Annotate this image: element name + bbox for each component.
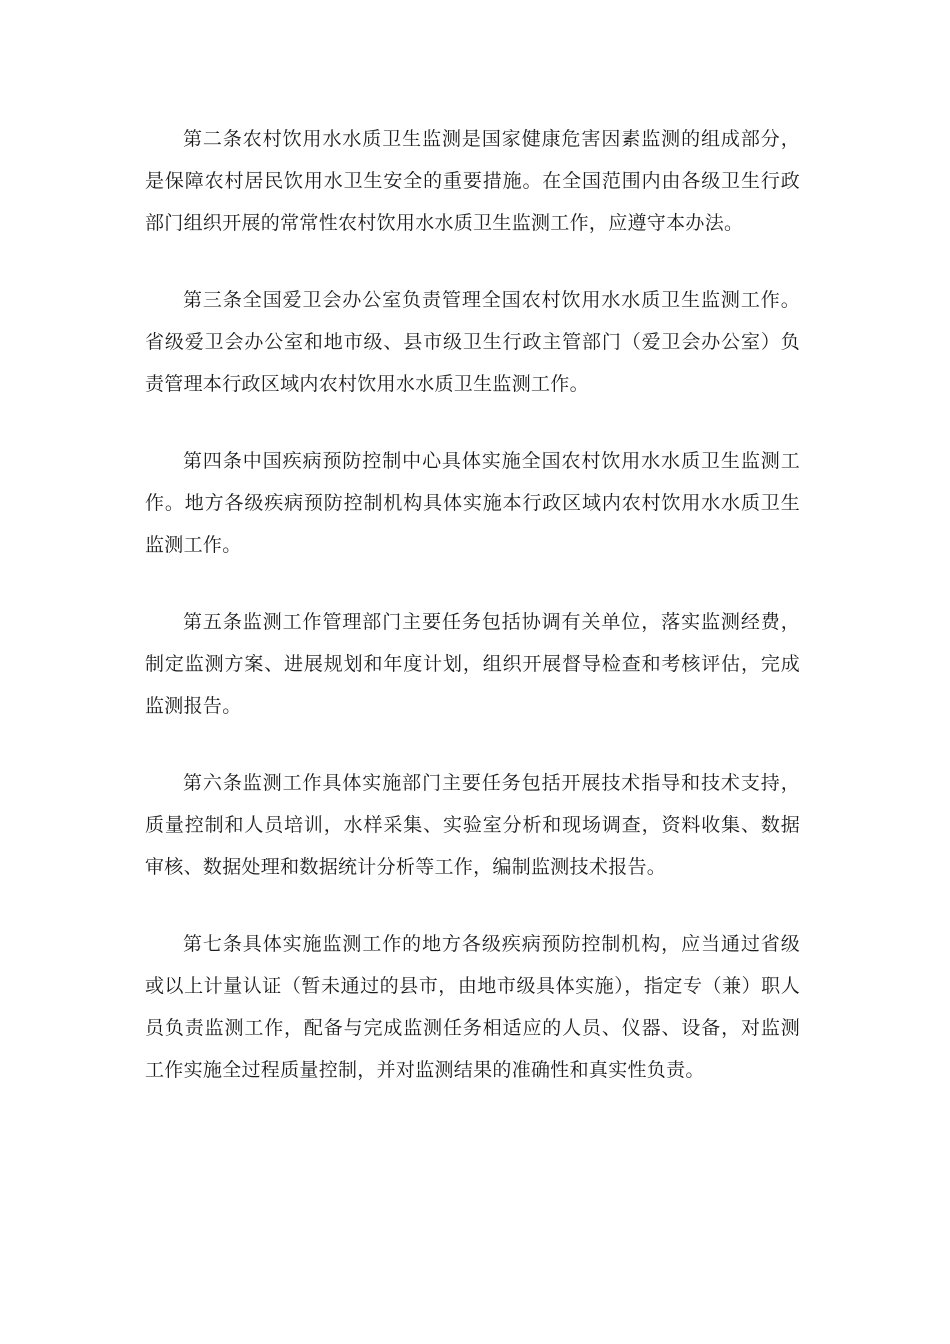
article-5-paragraph: 第五条监测工作管理部门主要任务包括协调有关单位，落实监测经费，制定监测方案、进展规划和年度计划，组织开展督导检查和考核评估，完成监测报告。 — [145, 611, 800, 717]
article-2-paragraph: 第二条农村饮用水水质卫生监测是国家健康危害因素监测的组成部分，是保障农村居民饮用水卫生安全的重要措施。在全国范围内由各级卫生行政部门组织开展的常常性农村饮用水水质卫生监测工作，应遵守本办法。 — [145, 128, 800, 234]
article-7-paragraph: 第七条具体实施监测工作的地方各级疾病预防控制机构，应当通过省级或以上计量认证（暂未通过的县市，由地市级具体实施），指定专（兼）职人员负责监测工作，配备与完成监测任务相适应的人员、仪器、设备，对监测工作实施全过程质量控制，并对监测结果的准确性和真实性负责。 — [145, 933, 800, 1081]
article-4-paragraph: 第四条中国疾病预防控制中心具体实施全国农村饮用水水质卫生监测工作。地方各级疾病预防控制机构具体实施本行政区域内农村饮用水水质卫生监测工作。 — [145, 450, 800, 556]
article-3-paragraph: 第三条全国爱卫会办公室负责管理全国农村饮用水水质卫生监测工作。省级爱卫会办公室和地市级、县市级卫生行政主管部门（爱卫会办公室）负责管理本行政区域内农村饮用水水质卫生监测工作。 — [145, 289, 800, 395]
article-6-paragraph: 第六条监测工作具体实施部门主要任务包括开展技术指导和技术支持，质量控制和人员培训，水样采集、实验室分析和现场调查，资料收集、数据审核、数据处理和数据统计分析等工作，编制监测技术报告。 — [145, 772, 800, 878]
document-body — [145, 118, 800, 1126]
